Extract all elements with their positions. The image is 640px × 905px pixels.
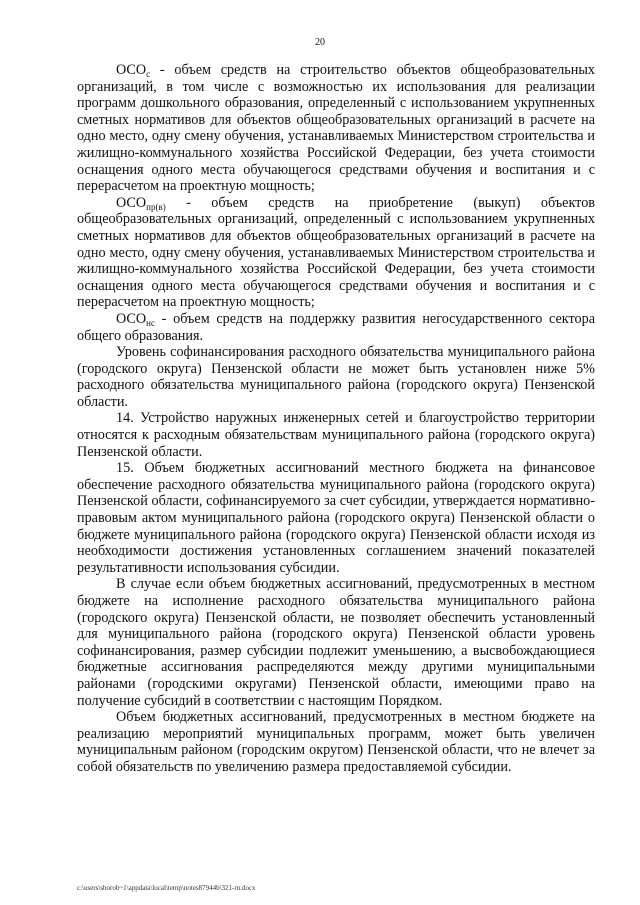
term-symbol: ОСО: [116, 62, 147, 78]
paragraph-oso-construction: [77, 62, 595, 195]
paragraph-text: - объем средств на строительство объектов общеобразовательных организаций, в том числе с возможностью их использования для реализации программ дошкольного образования, определенный с использованием укрупненных сметных нормативов для объектов общеобразовательных организаций в расчете на одно место, одну смену обучения, устанавливаемых Министерством строительства и жилищно-коммунального хозяйства Российской Федерации, без учета стоимости оснащения одного места обучающегося средствами обучения и воспитания и с перерасчетом на проектную мощность;: [77, 62, 595, 195]
footer-file-path: c:\users\sborob~1\appdata\local\temp\notes87944b\321-rn.docx: [77, 884, 256, 892]
paragraph-text: - объем средств на приобретение (выкуп) объектов общеобразовательных организаций, определенный с использованием укрупненных сметных нормативов для объектов общеобразовательных организаций в расчете на одно место, одну смену обучения, устанавливаемых Министерством строительства и жилищно-коммунального хозяйства Российской Федерации, без учета стоимости оснащения одного места обучающегося средствами обучения и воспитания и с перерасчетом на проектную мощность;: [77, 194, 595, 311]
term-symbol: ОСО: [116, 310, 147, 327]
term-subscript: с: [146, 69, 151, 79]
term-subscript: нс: [146, 317, 155, 328]
page-number: 20: [315, 37, 325, 48]
paragraph-oso-nonstate: [77, 311, 595, 344]
paragraph-subsidy-reduction: В случае если объем бюджетных ассигнований, предусмотренных в местном бюджете на исполнение расходного обязательства муниципального района (городского округа) Пензенской области, не позволяет обеспечить установленный для муниципального района (городского округа) Пензенской области уровень софинансирования, размер субсидии подлежит уменьшению, а высвобождающиеся бюджетные ассигнования распределяются между другими муниципальными районами (городскими округами) Пензенской области, имеющими право на получение субсидий в соответствии с настоящим Порядком.: [77, 576, 595, 709]
paragraph-oso-purchase: [77, 195, 595, 311]
paragraph-budget-increase: Объем бюджетных ассигнований, предусмотренных в местном бюджете на реализацию мероприятий муниципальных программ, может быть увеличен муниципальным районом (городским округом) Пензенской области, что не влечет за собой обязательств по увеличению размера предоставляемой субсидии.: [77, 709, 595, 775]
paragraph-item-14: 14. Устройство наружных инженерных сетей и благоустройство территории относятся к расходным обязательствам муниципального района (городского округа) Пензенской области.: [77, 410, 595, 460]
term-symbol: ОСО: [116, 194, 147, 211]
paragraph-item-15: 15. Объем бюджетных ассигнований местного бюджета на финансовое обеспечение расходного обязательства муниципального района (городского округа) Пензенской области, софинансируемого за счет субсидии, утверждается нормативно-правовым актом муниципального района (городского округа) Пензенской области о бюджете муниципального района (городского округа) Пензенской области исходя из необходимости достижения установленных соглашением значений показателей результативности использования субсидии.: [77, 460, 595, 576]
paragraph-text: - объем средств на поддержку развития негосударственного сектора общего образования.: [77, 310, 595, 344]
term-subscript: пр(в): [146, 201, 166, 212]
paragraph-cofinancing-level: Уровень софинансирования расходного обязательства муниципального района (городского округа) Пензенской области не может быть установлен ниже 5% расходного обязательства муниципального района (городского округа) Пензенской области.: [77, 344, 595, 410]
document-body: [77, 62, 595, 776]
